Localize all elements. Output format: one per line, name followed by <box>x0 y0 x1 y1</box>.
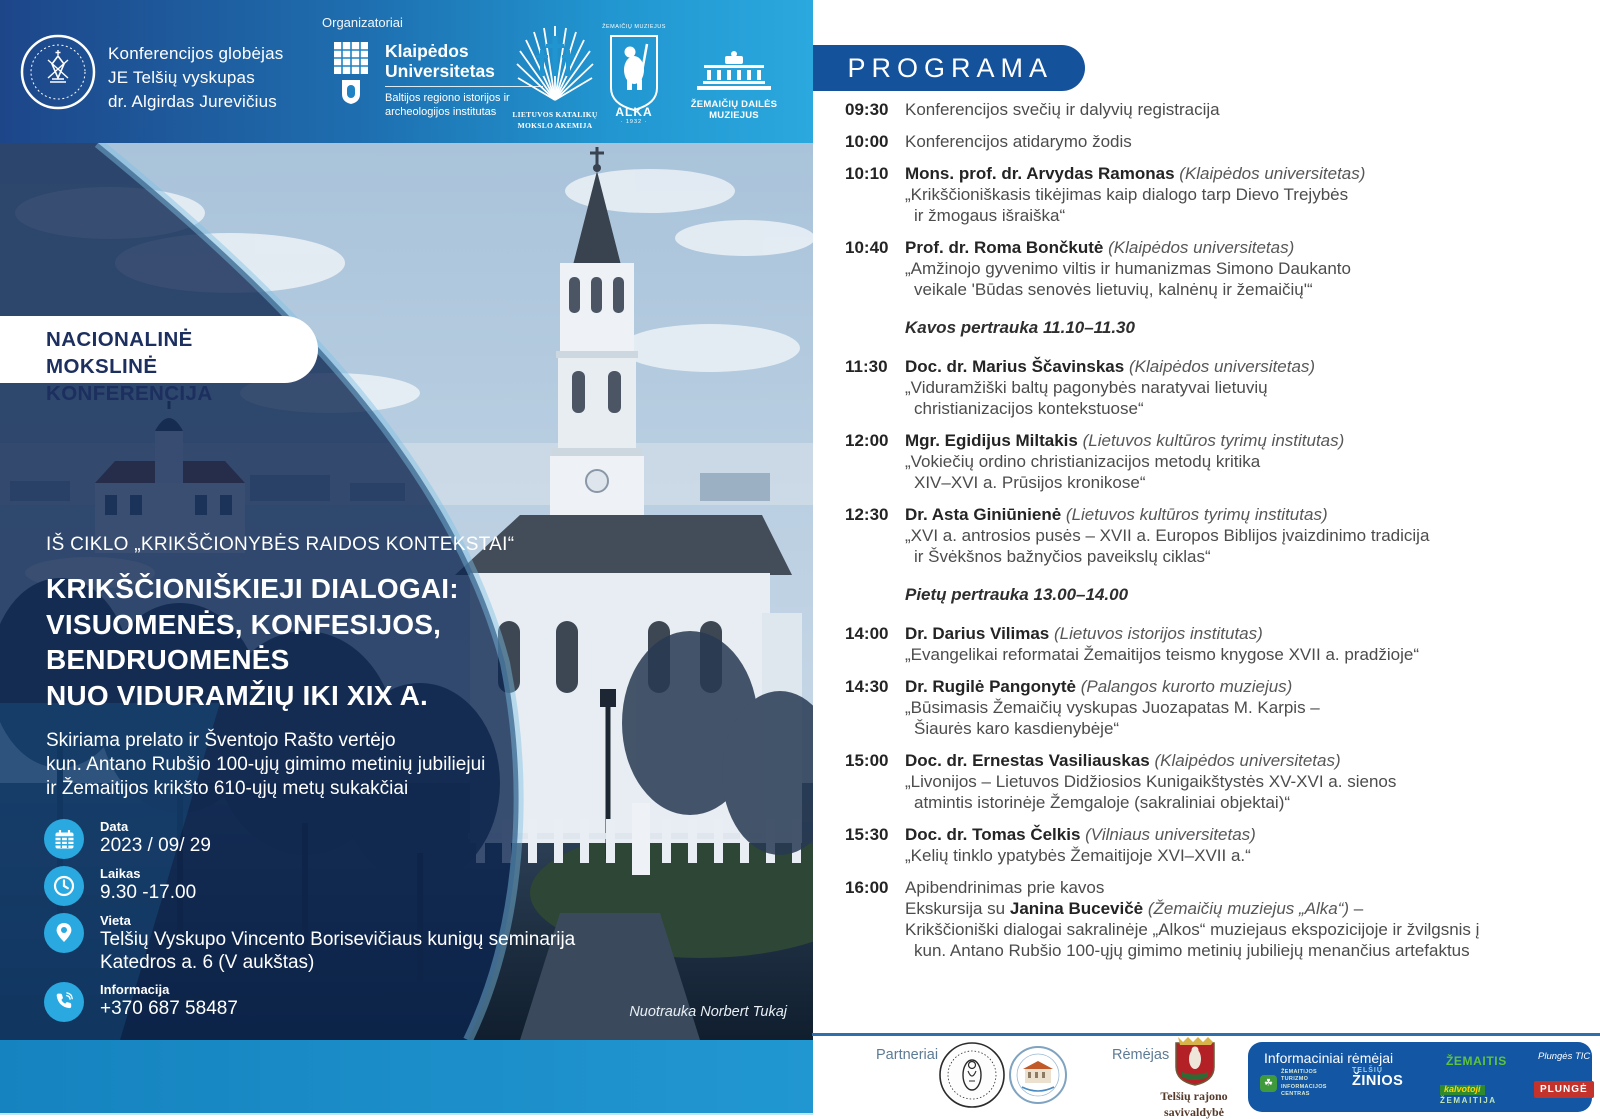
entry-content: Dr. Rugilė Pangonytė (Palangos kurorto muziejus) „Būsimasis Žemaičių vyskupas Juozapatas M. Karpis – Šiaurės karo kasdienybėje“ <box>905 677 1320 738</box>
detail-value: +370 687 58487 <box>100 997 238 1019</box>
alka-bear-shield-icon <box>605 30 663 114</box>
program-entry <box>845 163 1580 226</box>
entry-time: 15:30 <box>845 825 889 844</box>
detail-value: Telšių Vyskupo Vincento Borisevičiaus kunigų seminarija <box>100 929 576 950</box>
info-sponsor-logo-kalvotoji: kalvotoji ŽEMAITIJA <box>1440 1084 1497 1105</box>
info-sponsor-logo-plunges-tic: Plungės TIC <box>1538 1051 1591 1062</box>
entry-time: 10:00 <box>845 132 889 151</box>
conference-type-badge <box>0 316 318 406</box>
entry-content: Dr. Asta Giniūnienė (Lietuvos kultūros tyrimų institutas) „XVI a. antrosios pusės – XVII a. Europos Biblijos įvaizdinimo tradicija ir Švėkšnos bažnyčios paveikslų ciklas“ <box>905 505 1430 566</box>
ku-sub-line-1: Baltijos regiono istorijos ir <box>385 92 510 105</box>
photo-credit: Nuotrauka Norbert Tukaj <box>629 1004 787 1020</box>
program-entry <box>845 877 1580 961</box>
program-entry <box>845 99 1580 120</box>
program-list <box>845 99 1580 972</box>
sponsor-label: Rėmėjas <box>1112 1047 1170 1063</box>
ku-shield-icon <box>330 40 372 106</box>
title-line-2: VISUOMENĖS, KONFESIJOS, <box>46 608 442 640</box>
program-entry <box>845 676 1580 739</box>
telsiu-vyskupija-seal-icon <box>20 34 96 110</box>
title-line-1: KRIKŠČIONIŠKIEJI DIALOGAI: <box>46 573 459 604</box>
program-entry <box>845 750 1580 813</box>
program-break: Pietų pertrauka 13.00–14.00 <box>905 585 1129 604</box>
program-entry <box>845 504 1580 567</box>
clock-icon <box>44 866 84 906</box>
dedication-line-3: ir Žemaitijos krikšto 610-ųjų metų sukakčiai <box>46 778 409 800</box>
location-icon <box>44 913 84 953</box>
program-entry <box>845 237 1580 300</box>
telsiu-vyskupija-seal <box>938 1041 1006 1109</box>
entry-content: Mons. prof. dr. Arvydas Ramonas (Klaipėdos universitetas) „Krikščioniškasis tikėjimas kaip dialogo tarp Dievo Trejybės ir žmogaus išraiška“ <box>905 164 1366 225</box>
entry-time: 16:00 <box>845 878 889 897</box>
alka-year: · 1932 · <box>620 119 648 125</box>
info-sponsors-label: Informaciniai rėmėjai <box>1264 1050 1394 1066</box>
title-line-3: BENDRUOMENĖS <box>46 644 290 676</box>
zemaiciu-dailes-muziejus-logo <box>666 50 802 121</box>
alka-arc-text: ŽEMAIČIŲ MUZIEJUS <box>602 24 666 30</box>
entry-time: 10:40 <box>845 238 889 257</box>
zdm-name: ŽEMAIČIŲ DAILĖS MUZIEJUS <box>690 99 778 121</box>
lkma-logo <box>510 24 600 131</box>
entry-time: 11:30 <box>845 357 888 376</box>
patron-line-3: dr. Algirdas Jurevičius <box>108 92 278 112</box>
entry-content: Konferencijos atidarymo žodis <box>905 132 1132 151</box>
info-sponsor-logo-ztic: ☘ ŽEMAITIJOS TURIZMO INFORMACIJOS CENTRAS <box>1260 1069 1327 1099</box>
entry-time: 09:30 <box>845 100 889 119</box>
entry-time: 15:00 <box>845 751 889 770</box>
conference-title <box>46 571 459 713</box>
patron-line-2: JE Telšių vyskupas <box>108 68 255 88</box>
alka-name: ALKA <box>615 105 653 119</box>
organizers-label: Organizatoriai <box>322 15 403 30</box>
detail-value: 9.30 -17.00 <box>100 882 197 903</box>
entry-content: Konferencijos svečių ir dalyvių registracija <box>905 100 1220 119</box>
ku-name-line-2: Universitetas <box>385 60 495 81</box>
zdm-building-icon <box>695 50 773 92</box>
program-break: Kavos pertrauka 11.10–11.30 <box>905 318 1135 337</box>
detail-row <box>44 913 774 975</box>
dedication-line-2: kun. Antano Rubšio 100-ųjų gimimo metinių jubiliejui <box>46 754 486 776</box>
calendar-icon <box>44 819 84 859</box>
dedication-text <box>46 729 485 801</box>
detail-value: 2023 / 09/ 29 <box>100 835 211 856</box>
entry-content: Doc. dr. Marius Ščavinskas (Klaipėdos universitetas) „Viduramžiški baltų pagonybės naratyvai lietuvių christianizacijos kontekstuose“ <box>905 357 1316 418</box>
bottom-strip <box>0 1040 813 1115</box>
series-line: IŠ CIKLO „KRIKŠČIONYBĖS RAIDOS KONTEKSTAI“ <box>46 534 515 555</box>
patron-text <box>108 42 283 114</box>
detail-label: Data <box>100 819 129 834</box>
program-header: PROGRAMA <box>813 45 1085 91</box>
top-banner <box>0 0 813 143</box>
entry-content: Apibendrinimas prie kavos Ekskursija su Janina Bucevičė (Žemaičių muziejus „Alka“) – Krikščioniški dialogai sakralinėje „Alkos“ muziejaus ekspozicijoje ir žvilgsnis į kun. Antano Rubšio 100-ųjų gimimo metinių jubiliejų menančius artefaktus <box>905 878 1480 960</box>
lkma-name-line-2: MOKSLO AKEMIJA <box>517 121 593 131</box>
kunigu-seminarijos-seal <box>1008 1045 1068 1105</box>
program-entry <box>845 623 1580 665</box>
ztic-icon: ☘ <box>1260 1075 1277 1092</box>
detail-label: Laikas <box>100 866 141 881</box>
entry-time: 10:10 <box>845 164 889 183</box>
info-sponsor-logo-zemaitis: ŽEMAITIS <box>1446 1054 1507 1068</box>
entry-time: 14:30 <box>845 677 889 696</box>
program-entry <box>845 131 1580 152</box>
entry-content: Mgr. Egidijus Miltakis (Lietuvos kultūros tyrimų institutas) „Vokiečių ordino christianizacijos metodų kritika XIV–XVI a. Prūsijos kronikose“ <box>905 431 1345 492</box>
dedication-line-1: Skiriama prelato ir Šventojo Rašto vertėjo <box>46 730 396 751</box>
entry-content: Prof. dr. Roma Bončkutė (Klaipėdos universitetas) „Amžinojo gyvenimo viltis ir humanizmas Simono Daukanto veikale 'Būdas senovės lietuvių, kalnėnų ir žemaičių'“ <box>905 238 1351 299</box>
program-entry <box>845 356 1580 419</box>
badge-line-1: NACIONALINĖ <box>46 328 193 351</box>
ku-sub-line-2: archeologijos institutas <box>385 106 497 119</box>
entry-time: 12:30 <box>845 505 889 524</box>
sponsor-name <box>1144 1089 1244 1119</box>
detail-row <box>44 866 774 906</box>
telsiu-rajono-herbas <box>1172 1035 1218 1087</box>
alka-logo <box>602 24 666 125</box>
entry-content: Dr. Darius Vilimas (Lietuvos istorijos institutas) „Evangelikai reformatai Žemaitijos teismo knygose XVII a. pradžioje“ <box>905 624 1419 664</box>
ku-name-line-1: Klaipėdos <box>385 41 469 61</box>
patron-line-1: Konferencijos globėjas <box>108 44 284 63</box>
sponsor-name-line-1: Telšių rajono <box>1160 1089 1228 1103</box>
entry-time: 12:00 <box>845 431 889 450</box>
details-list <box>44 819 774 1022</box>
program-entry <box>845 430 1580 493</box>
info-sponsors-box <box>1248 1042 1592 1112</box>
sponsor-name-line-2: savivaldybė <box>1163 1104 1224 1119</box>
entry-content: Doc. dr. Tomas Čelkis (Vilniaus universitetas) „Kelių tinklo ypatybės Žemaitijoje XVI–XVII a.“ <box>905 825 1256 865</box>
program-entry <box>845 824 1580 866</box>
lkma-sunburst-icon <box>515 24 595 104</box>
detail-row <box>44 819 774 859</box>
phone-icon <box>44 982 84 1022</box>
title-line-4: NUO VIDURAMŽIŲ IKI XIX A. <box>46 679 428 711</box>
entry-content: Doc. dr. Ernestas Vasiliauskas (Klaipėdos universitetas) „Livonijos – Lietuvos Didžiosios Kunigaikštystės XV-XVI a. sienos atmintis istorinėje Žemgaloje (sakraliniai objektai)“ <box>905 751 1397 812</box>
lkma-name-line-1: LIETUVOS KATALIKŲ <box>512 110 598 119</box>
partners-label: Partneriai <box>876 1047 939 1063</box>
detail-label: Informacija <box>100 981 170 997</box>
info-sponsor-logo-plunge: PLUNGĖ <box>1534 1081 1594 1098</box>
badge-line-2: MOKSLINĖ KONFERENCIJA <box>46 355 213 406</box>
detail-value: Katedros a. 6 (V aukštas) <box>100 951 315 973</box>
entry-time: 14:00 <box>845 624 889 643</box>
detail-label: Vieta <box>100 913 131 928</box>
info-sponsor-logo-telsiu-zinios: TELŠIŲ ŽINIOS <box>1352 1067 1404 1090</box>
